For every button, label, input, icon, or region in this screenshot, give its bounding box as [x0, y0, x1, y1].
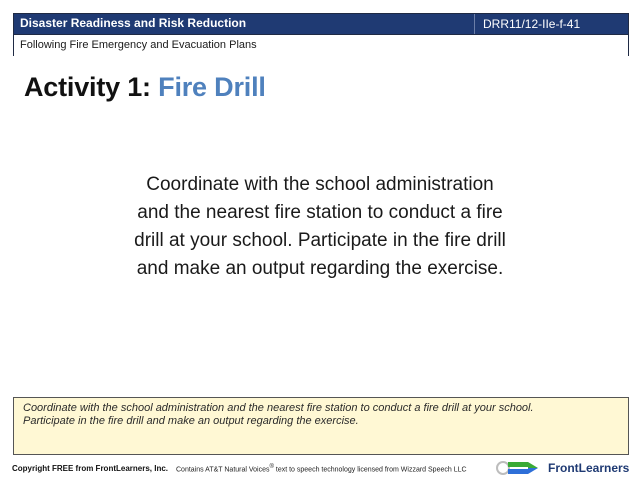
- logo-wordmark: FrontLearners: [548, 461, 630, 475]
- instruction-line: drill at your school. Participate in the fire drill: [134, 230, 506, 251]
- header-top-bar: [14, 14, 628, 34]
- activity-title: [24, 72, 266, 103]
- instruction-line: and make an output regarding the exercise.: [136, 258, 504, 279]
- lesson-subtitle: Following Fire Emergency and Evacuation Plans: [20, 39, 257, 51]
- header-subtitle-bar: [14, 34, 628, 57]
- instruction-line: Coordinate with the school administration: [146, 174, 494, 195]
- copyright-text: Copyright FREE from FrontLearners, Inc.: [12, 464, 169, 473]
- caption-line: Participate in the fire drill and make an output regarding the exercise.: [23, 415, 359, 427]
- speech-credit-text: [176, 464, 467, 473]
- caption-line: Coordinate with the school administration and the nearest fire station to conduct a fire drill at your school.: [23, 402, 534, 414]
- narration-caption-box: [13, 397, 629, 455]
- activity-name: Fire Drill: [158, 72, 266, 102]
- registered-mark: ®: [269, 464, 274, 470]
- slide-header: [13, 13, 629, 56]
- logo-arrow-icon: [494, 458, 546, 478]
- course-title: Disaster Readiness and Risk Reduction: [20, 16, 247, 30]
- competency-code: DRR11/12-IIe-f-41: [474, 14, 628, 34]
- credit-text-pre: Contains AT&T Natural Voices: [176, 466, 270, 474]
- credit-text-post: text to speech technology licensed from Wizzard Speech LLC: [273, 466, 467, 474]
- activity-label: Activity 1:: [24, 72, 151, 102]
- frontlearners-logo: [494, 458, 630, 478]
- instructions-text: [64, 171, 576, 283]
- instruction-line: and the nearest fire station to conduct a fire: [137, 202, 503, 223]
